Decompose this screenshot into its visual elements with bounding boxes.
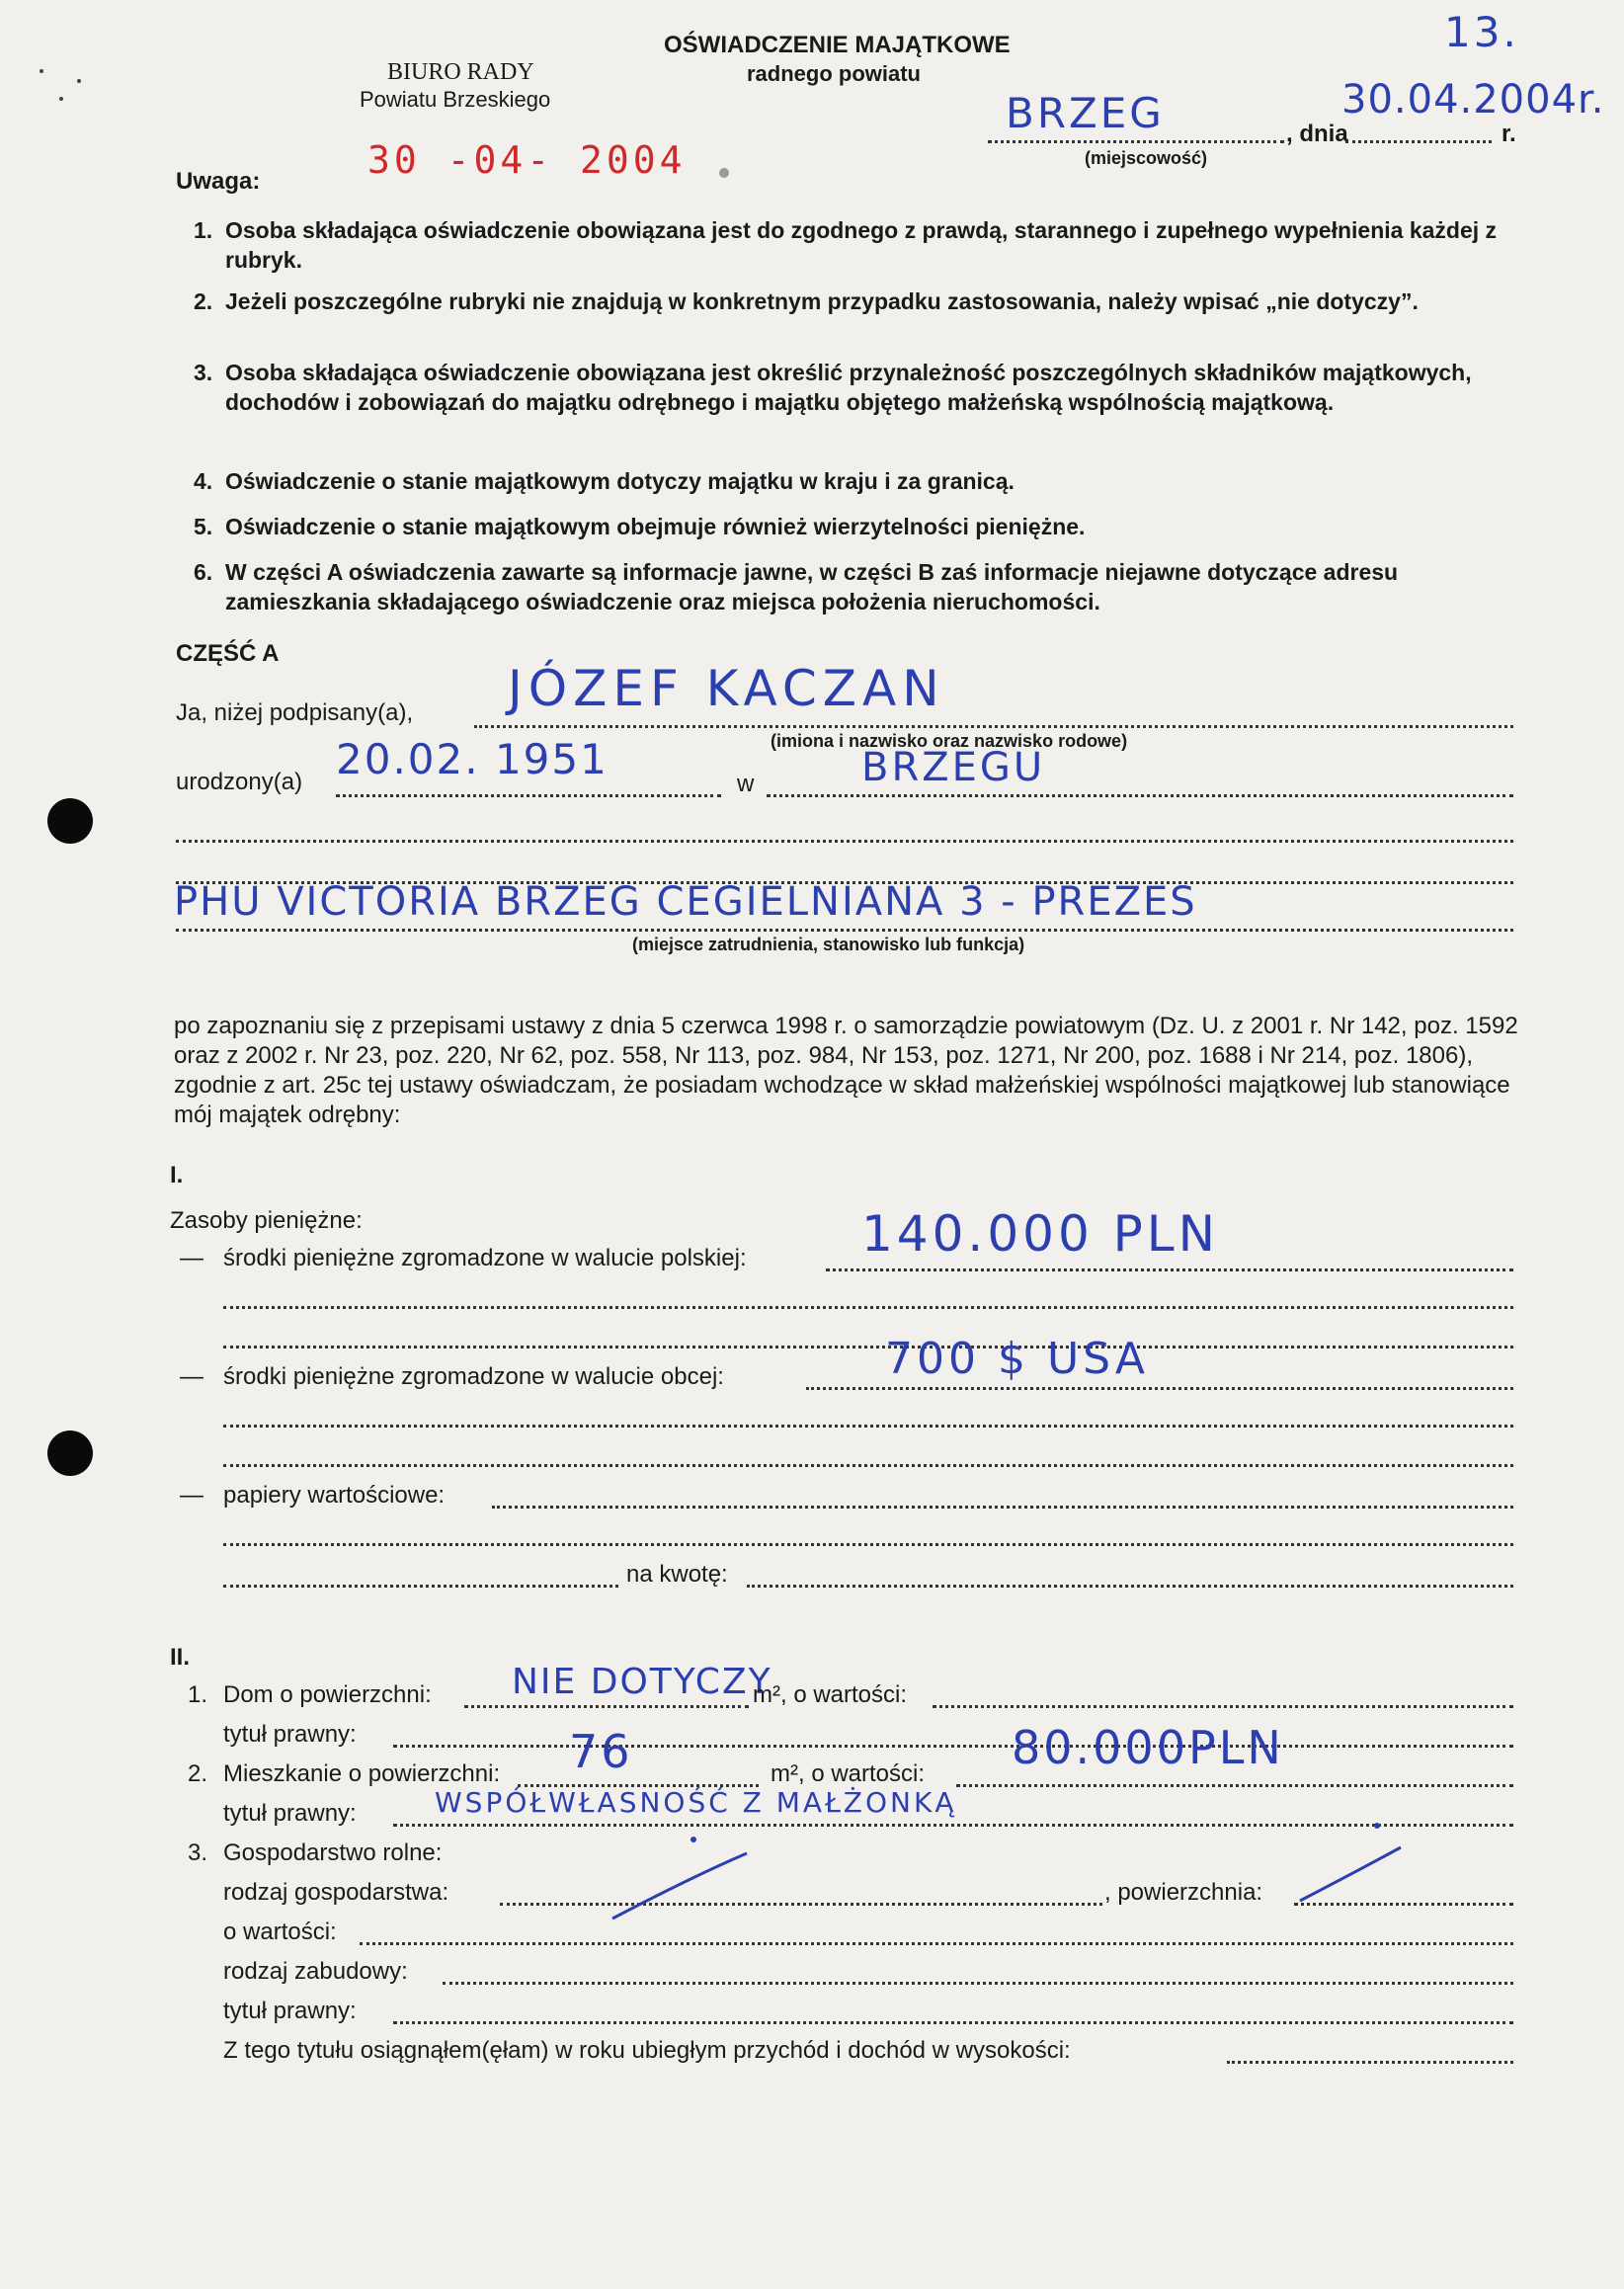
farm-buildings-label: rodzaj zabudowy: — [223, 1958, 408, 1985]
farm-title-label: tytuł prawny: — [223, 1998, 357, 2024]
flat-title-label: tytuł prawny: — [223, 1800, 357, 1827]
farm-type-strike-dot — [690, 1837, 696, 1842]
name-value[interactable]: JÓZEF KACZAN — [508, 660, 945, 717]
farm-type-strike-mark — [612, 1853, 747, 1919]
punch-hole — [47, 1431, 93, 1476]
name-caption: (imiona i nazwisko oraz nazwisko rodowe) — [771, 731, 1128, 751]
note-text: Oświadczenie o stanie majątkowym obejmuje również wierzytelności pieniężne. — [225, 514, 1086, 539]
house-label: Dom o powierzchni: — [223, 1681, 432, 1708]
farm-value-label: o wartości: — [223, 1919, 337, 1945]
note-number: 2. — [194, 288, 213, 314]
farm-area-label: , powierzchnia: — [1104, 1879, 1263, 1906]
date-label: , dnia — [1286, 121, 1348, 147]
born-in-label: w — [737, 771, 755, 797]
dash: — — [180, 1363, 203, 1390]
born-date-value[interactable]: 20.02. 1951 — [336, 735, 609, 783]
resources-label: Zasoby pieniężne: — [170, 1207, 363, 1234]
note-text: Oświadczenie o stanie majątkowym dotyczy majątku w kraju i za granicą. — [225, 468, 1015, 494]
paper-speck — [77, 79, 81, 83]
section-2-heading: II. — [170, 1644, 191, 1671]
dash: — — [180, 1482, 203, 1509]
house-title-label: tytuł prawny: — [223, 1721, 357, 1748]
notes-heading: Uwaga: — [176, 168, 261, 195]
item-number: 3. — [188, 1839, 208, 1866]
foreign-currency-value[interactable]: 700 $ USA — [885, 1334, 1149, 1384]
house-area-value[interactable]: NIE DOTYCZY — [512, 1662, 772, 1702]
securities-label: papiery wartościowe: — [223, 1482, 446, 1509]
form-subtitle: radnego powiatu — [747, 61, 921, 86]
date-value[interactable]: 30.04.2004r. — [1341, 77, 1605, 123]
received-stamp: 30 -04- 2004 — [367, 138, 687, 182]
paper-speck — [40, 69, 43, 73]
section-1-heading: I. — [170, 1162, 184, 1188]
farm-area-strike-mark — [1300, 1847, 1401, 1901]
place-value[interactable]: BRZEG — [1006, 89, 1165, 137]
born-label: urodzony(a) — [176, 769, 303, 795]
note-number: 6. — [194, 559, 213, 585]
item-number: 1. — [188, 1681, 208, 1708]
employment-caption: (miejsce zatrudnienia, stanowisko lub funkcja) — [632, 935, 1025, 954]
flat-area-value[interactable]: 76 — [569, 1725, 633, 1778]
date-suffix: r. — [1502, 121, 1516, 147]
flat-value-value[interactable]: 80.000PLN — [1012, 1721, 1284, 1774]
name-label: Ja, niżej podpisany(a), — [176, 699, 414, 726]
form-title: OŚWIADCZENIE MAJĄTKOWE — [664, 32, 1011, 58]
paper-speck — [59, 97, 63, 101]
farm-income-label: Z tego tytułu osiągnąłem(ęłam) w roku ubiegłym przychód i dochód w wysokości: — [223, 2037, 1071, 2064]
dash: — — [180, 1245, 203, 1271]
item-number: 2. — [188, 1760, 208, 1787]
note-number: 1. — [194, 217, 213, 243]
flat-unit-label: m², o wartości: — [771, 1760, 926, 1787]
note-number: 3. — [194, 360, 213, 385]
farm-type-label: rodzaj gospodarstwa: — [223, 1879, 449, 1906]
house-unit-label: m², o wartości: — [753, 1681, 908, 1708]
born-place-value[interactable]: BRZEGU — [861, 745, 1046, 790]
flat-title-value[interactable]: WSPÓŁWŁASNOŚĆ Z MAŁŻONKĄ — [435, 1786, 957, 1819]
amount-label: na kwotę: — [626, 1561, 728, 1588]
pln-value[interactable]: 140.000 PLN — [861, 1205, 1220, 1263]
page-number: 13. — [1444, 8, 1519, 56]
place-caption: (miejscowość) — [1085, 148, 1208, 168]
note-text: Jeżeli poszczególne rubryki nie znajdują w konkretnym przypadku zastosowania, należy wpisać „nie dotyczy”. — [225, 288, 1419, 314]
statement-text: po zapoznaniu się z przepisami ustawy z dnia 5 czerwca 1998 r. o samorządzie powiatowym (Dz. U. z 2001 r. Nr 142, poz. 1592 oraz z 2002 r. Nr 23, poz. 220, Nr 62, poz. 558, Nr 113, poz. 984, Nr 153, poz. 1271, Nr 200, poz. 1688 i Nr 214, poz. 1806), zgodnie z art. 25c tej ustawy oświadczam, że posiadam wchodzące w skład małżeńskiej wspólności majątkowej lub stanowiące mój majątek odrębny: — [174, 1013, 1518, 1128]
paper-speck — [719, 168, 729, 178]
note-number: 4. — [194, 468, 213, 494]
note-text: Osoba składająca oświadczenie obowiązana jest określić przynależność poszczególnych składników majątkowych, dochodów i zobowiązań do majątku odrębnego i majątku objętego małżeńską wspólnością majątkową. — [225, 360, 1472, 415]
note-number: 5. — [194, 514, 213, 539]
office-name: BIURO RADY — [387, 59, 534, 85]
farm-label: Gospodarstwo rolne: — [223, 1839, 443, 1866]
note-text: W części A oświadczenia zawarte są informacje jawne, w części B zaś informacje niejawne dotyczące adresu zamieszkania składającego oświadczenie oraz miejsca położenia nieruchomości. — [225, 559, 1399, 614]
punch-hole — [47, 798, 93, 844]
employment-value[interactable]: PHU VICTORIA BRZEG CEGIELNIANA 3 - PREZES — [174, 879, 1197, 925]
part-a-heading: CZĘŚĆ A — [176, 640, 280, 667]
note-text: Osoba składająca oświadczenie obowiązana jest do zgodnego z prawdą, starannego i zupełnego wypełnienia każdej z rubryk. — [225, 217, 1498, 273]
foreign-currency-label: środki pieniężne zgromadzone w walucie obcej: — [223, 1363, 724, 1390]
farm-area-strike-dot — [1374, 1823, 1380, 1829]
office-district: Powiatu Brzeskiego — [360, 87, 551, 112]
pln-label: środki pieniężne zgromadzone w walucie polskiej: — [223, 1245, 747, 1271]
flat-label: Mieszkanie o powierzchni: — [223, 1760, 501, 1787]
